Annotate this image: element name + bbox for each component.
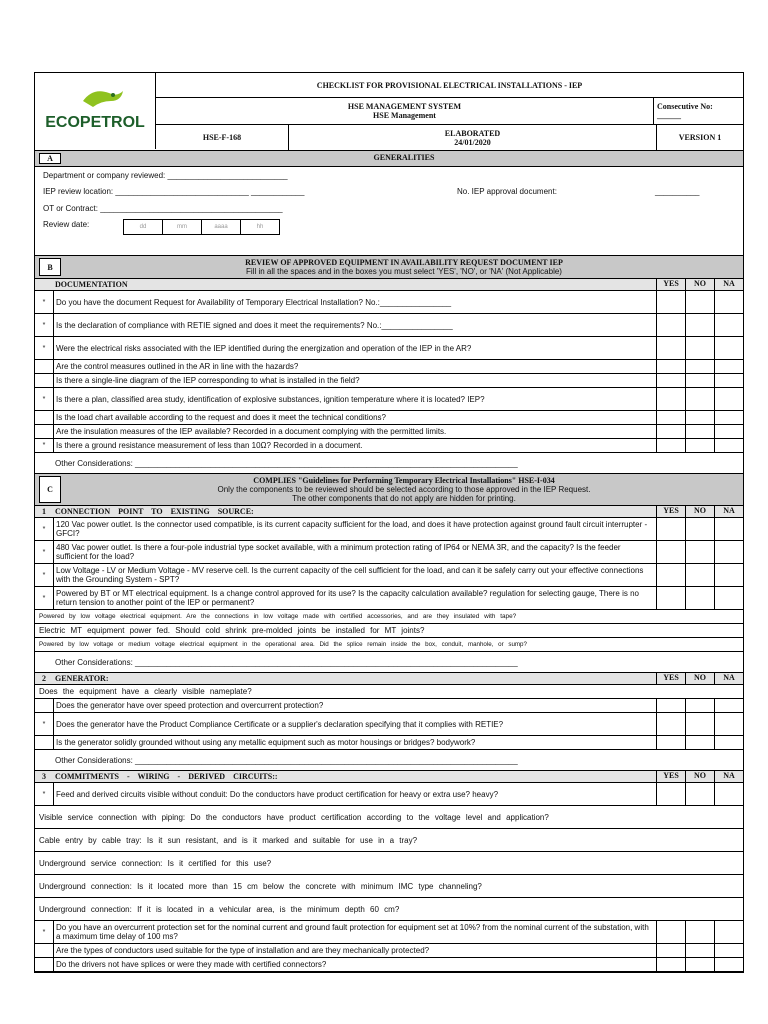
- required-marker: [35, 736, 54, 749]
- department-field[interactable]: Department or company reviewed: ___________________________: [43, 171, 288, 180]
- answer-box-no[interactable]: [686, 518, 715, 540]
- generator-rows: [35, 699, 743, 750]
- elaborated-label: ELABORATED: [444, 128, 501, 138]
- checklist-row: [35, 587, 743, 610]
- question-text: Does the generator have the Product Compliance Certificate or a supplier's declaration specifying that it complies with RETIE?: [54, 713, 657, 735]
- answer-box-no[interactable]: [686, 337, 715, 359]
- form-code: HSE-F-168: [156, 125, 289, 150]
- checklist-row: [35, 541, 743, 564]
- review-date-label: Review date:: [43, 220, 90, 229]
- required-marker: *: [35, 314, 54, 336]
- required-marker: *: [35, 337, 54, 359]
- col-no: NO: [686, 279, 715, 290]
- section-subtitle-2: The other components that do not apply are hidden for printing.: [292, 494, 516, 503]
- required-marker: [35, 374, 54, 387]
- answer-box-no[interactable]: [686, 374, 715, 387]
- question-text: Were the electrical risks associated with the IEP identified during the energization and operation of the IEP in the AR?: [54, 337, 657, 359]
- question-text: Feed and derived circuits visible without conduit: Do the conductors have product certification for heavy or extra use? heavy?: [54, 783, 657, 805]
- documentation-header: [35, 279, 743, 291]
- answer-box-no[interactable]: [686, 587, 715, 609]
- checklist-row: [35, 411, 743, 425]
- question-text: 120 Vac power outlet. Is the connector used compatible, is its current capacity sufficient for the load, and does it have protection against ground fault circuit interrupter - GFCI?: [54, 518, 657, 540]
- answer-box-yes[interactable]: [657, 360, 686, 373]
- group-number: 1: [42, 507, 46, 516]
- connection-point-header: [35, 506, 743, 518]
- location-field[interactable]: IEP review location: ______________________________ ____________: [43, 187, 305, 196]
- required-marker: [35, 425, 54, 438]
- col-yes: YES: [657, 673, 686, 684]
- question-text: Is there a plan, classified area study, identification of explosive substances, ignition temperature where it is located? IEP?: [54, 388, 657, 410]
- system-cell: [156, 98, 654, 124]
- answer-box-yes[interactable]: [657, 944, 686, 957]
- checklist-row: [35, 713, 743, 736]
- checklist-row: [35, 374, 743, 388]
- full-row: [35, 898, 743, 921]
- answer-box-no[interactable]: [686, 291, 715, 313]
- question-text: Are the types of conductors used suitable for the type of installation and are they mechanically protected?: [54, 944, 657, 957]
- answer-box-no[interactable]: [686, 713, 715, 735]
- required-marker: *: [35, 291, 54, 313]
- answer-box-no[interactable]: [686, 439, 715, 452]
- full-row-text[interactable]: Cable entry by cable tray: Is it sun resistant, and is it marked and suitable for use in a tray?: [39, 835, 418, 845]
- checklist-row: [35, 291, 743, 314]
- group-title: COMMITMENTS - WIRING - DERIVED CIRCUITS::: [53, 771, 657, 782]
- section-letter: B: [39, 258, 61, 276]
- full-row: [35, 806, 743, 829]
- required-marker: *: [35, 388, 54, 410]
- required-marker: [35, 360, 54, 373]
- group-number: 3: [42, 772, 46, 781]
- answer-box-no[interactable]: [686, 360, 715, 373]
- answer-box-yes[interactable]: [657, 518, 686, 540]
- required-marker: *: [35, 713, 54, 735]
- answer-box-na[interactable]: [715, 713, 743, 735]
- full-row-text[interactable]: Underground service connection: Is it certified for this use?: [39, 858, 272, 868]
- checklist-row: [35, 388, 743, 411]
- date-day[interactable]: dd: [124, 220, 163, 234]
- col-no: NO: [686, 771, 715, 782]
- date-month[interactable]: mm: [163, 220, 202, 234]
- answer-box-na[interactable]: [715, 425, 743, 438]
- logo-text: ECOPETROL: [45, 114, 145, 131]
- consecutive-value[interactable]: ______: [657, 111, 681, 120]
- full-row: [35, 852, 743, 875]
- wiring-full-rows: [35, 806, 743, 921]
- answer-box-yes[interactable]: [657, 439, 686, 452]
- form-version: VERSION 1: [678, 133, 722, 142]
- checklist-row: [35, 783, 743, 806]
- required-marker: *: [35, 921, 54, 943]
- iguana-logo-icon: [43, 83, 147, 139]
- answer-box-na[interactable]: [715, 587, 743, 609]
- required-marker: *: [35, 587, 54, 609]
- answer-box-no[interactable]: [686, 944, 715, 957]
- question-text: Is the generator solidly grounded without using any metallic equipment such as motor housings or bridges? bodywork?: [54, 736, 657, 749]
- answer-box-no[interactable]: [686, 736, 715, 749]
- approval-field[interactable]: __________: [655, 187, 700, 196]
- checklist-row: [35, 439, 743, 453]
- question-text: Do you have the document Request for Availability of Temporary Electrical Installation? No.:________________: [54, 291, 657, 313]
- group-number: 2: [42, 674, 46, 683]
- col-no: NO: [686, 673, 715, 684]
- answer-box-yes[interactable]: [657, 713, 686, 735]
- elaborated-date: 24/01/2020: [454, 137, 491, 147]
- section-title-text: REVIEW OF APPROVED EQUIPMENT IN AVAILABILITY REQUEST DOCUMENT IEP: [245, 258, 563, 267]
- answer-box-no[interactable]: [686, 541, 715, 563]
- full-row-text[interactable]: Visible service connection with piping: Do the conductors have product certification according to the voltage level and application?: [39, 812, 549, 822]
- section-letter: C: [39, 476, 61, 503]
- full-row: [35, 624, 743, 638]
- checklist-row: [35, 518, 743, 541]
- answer-box-yes[interactable]: [657, 587, 686, 609]
- col-title: DOCUMENTATION: [53, 279, 657, 290]
- connection-point-rows: [35, 518, 743, 610]
- answer-box-na[interactable]: [715, 360, 743, 373]
- section-subtitle-1: Only the components to be reviewed should be selected according to those approved in the IEP Request.: [217, 485, 591, 494]
- answer-box-na[interactable]: [715, 699, 743, 712]
- full-row-text[interactable]: Underground connection: If it is located in a vehicular area, is the minimum depth 60 cm?: [39, 904, 400, 914]
- answer-box-na[interactable]: [715, 388, 743, 410]
- wiring-header: [35, 771, 743, 783]
- full-row-text[interactable]: Underground connection: Is it located more than 15 cm below the concrete with minimum IMC type channeling?: [39, 881, 482, 891]
- answer-box-no[interactable]: [686, 564, 715, 586]
- management-name: HSE Management: [373, 111, 436, 120]
- full-row-text[interactable]: Electric MT equipment power fed. Should cold shrink pre-molded joints be installed for MT joints?: [39, 626, 425, 635]
- checklist-row: [35, 699, 743, 713]
- required-marker: *: [35, 518, 54, 540]
- required-marker: [35, 958, 54, 971]
- answer-box-no[interactable]: [686, 425, 715, 438]
- answer-box-na[interactable]: [715, 518, 743, 540]
- question-text: Do you have an overcurrent protection set for the nominal current and ground fault protection for equipment set at 10%? from the nominal current of the substation, with a maximum time delay of 100 ms?: [54, 921, 657, 943]
- date-hour[interactable]: hh: [256, 224, 264, 230]
- answer-box-no[interactable]: [686, 314, 715, 336]
- required-marker: *: [35, 541, 54, 563]
- question-text: Does the generator have over speed protection and overcurrent protection?: [54, 699, 657, 712]
- answer-box-yes[interactable]: [657, 374, 686, 387]
- answer-box-yes[interactable]: [657, 291, 686, 313]
- answer-box-na[interactable]: [715, 564, 743, 586]
- elaborated-cell: [289, 125, 657, 150]
- col-na: NA: [723, 506, 735, 515]
- full-row: [35, 875, 743, 898]
- answer-box-yes[interactable]: [657, 564, 686, 586]
- checklist-row: [35, 944, 743, 958]
- col-no: NO: [686, 506, 715, 517]
- question-text: Is the load chart available according to the request and does it meet the technical conditions?: [54, 411, 657, 424]
- answer-box-no[interactable]: [686, 388, 715, 410]
- question-text: Is there a single-line diagram of the IEP corresponding to what is installed in the field?: [54, 374, 657, 387]
- answer-box-no[interactable]: [686, 411, 715, 424]
- group-title: CONNECTION POINT TO EXISTING SOURCE:: [53, 506, 657, 517]
- answer-box-na[interactable]: [715, 291, 743, 313]
- full-row: [35, 610, 743, 624]
- checklist-row: [35, 425, 743, 439]
- generator-header: [35, 673, 743, 685]
- col-yes: YES: [657, 771, 686, 782]
- answer-box-yes[interactable]: [657, 411, 686, 424]
- section-letter: A: [39, 153, 61, 164]
- checklist-form: [34, 72, 744, 973]
- answer-box-yes[interactable]: [657, 783, 686, 805]
- question-text: Low Voltage - LV or Medium Voltage - MV reserve cell. Is the current capacity of the cell sufficient for the load, and can it be safely carry out your effective connections with the Grounding System - SPT?: [54, 564, 657, 586]
- system-name: HSE MANAGEMENT SYSTEM: [347, 102, 462, 111]
- col-yes: YES: [657, 506, 686, 517]
- question-text: Are the control measures outlined in the AR in line with the hazards?: [54, 360, 657, 373]
- answer-box-yes[interactable]: [657, 699, 686, 712]
- form-title: CHECKLIST FOR PROVISIONAL ELECTRICAL INSTALLATIONS - IEP: [316, 80, 583, 90]
- other-considerations-b[interactable]: Other Considerations: ______________________________________________________________________________________: [35, 453, 743, 474]
- question-text: Are the insulation measures of the IEP available? Recorded in a document complying with the permitted limits.: [54, 425, 657, 438]
- other-considerations-g2[interactable]: Other Considerations: ______________________________________________________________________________________: [35, 750, 743, 771]
- form-header: [35, 73, 743, 151]
- question-text: 480 Vac power outlet. Is there a four-pole industrial type socket available, with a minimum protection rating of IP64 or NEMA 3R, and the capacity? Is the feeder sufficient for the load?: [54, 541, 657, 563]
- answer-box-yes[interactable]: [657, 314, 686, 336]
- col-na: NA: [723, 279, 735, 288]
- answer-box-yes[interactable]: [657, 736, 686, 749]
- answer-box-yes[interactable]: [657, 425, 686, 438]
- answer-box-yes[interactable]: [657, 958, 686, 971]
- full-row: [35, 685, 743, 699]
- answer-box-na[interactable]: [715, 783, 743, 805]
- answer-box-na[interactable]: [715, 411, 743, 424]
- col-yes: YES: [657, 279, 686, 290]
- answer-box-na[interactable]: [715, 541, 743, 563]
- consecutive-label: Consecutive No:: [657, 102, 713, 111]
- answer-box-na[interactable]: [715, 944, 743, 957]
- question-text: Do the drivers not have splices or were they made with certified connectors?: [54, 958, 657, 971]
- ecopetrol-logo: [35, 73, 156, 149]
- col-na: NA: [723, 673, 735, 682]
- full-row-text[interactable]: Powered by low voltage or medium voltage electrical equipment in the operational area. Did the splice remain inside the box, conduit, manhole, or sump?: [39, 641, 527, 648]
- other-considerations-g1[interactable]: Other Considerations: ______________________________________________________________________________________: [35, 652, 743, 673]
- answer-box-na[interactable]: [715, 921, 743, 943]
- full-row: [35, 638, 743, 652]
- checklist-row: [35, 736, 743, 750]
- answer-box-yes[interactable]: [657, 337, 686, 359]
- section-title: [65, 256, 743, 278]
- approval-label: No. IEP approval document:: [457, 187, 557, 196]
- answer-box-na[interactable]: [715, 736, 743, 749]
- col-na: NA: [723, 771, 735, 780]
- required-marker: [35, 699, 54, 712]
- answer-box-yes[interactable]: [657, 921, 686, 943]
- review-date-boxes: [123, 219, 280, 235]
- documentation-rows: [35, 291, 743, 453]
- checklist-row: [35, 958, 743, 972]
- full-row-text[interactable]: Powered by low voltage electrical equipment. Are the connections in low voltage made with certified accessories, and are they insulated with tape?: [39, 613, 517, 620]
- answer-box-na[interactable]: [715, 337, 743, 359]
- answer-box-no[interactable]: [686, 921, 715, 943]
- section-b-header: [35, 256, 743, 279]
- checklist-row: [35, 360, 743, 374]
- checklist-row: [35, 921, 743, 944]
- section-c-header: [35, 474, 743, 506]
- ot-field[interactable]: OT or Contract: _________________________________________: [43, 204, 283, 213]
- checklist-row: [35, 564, 743, 587]
- generalities-block: [35, 167, 743, 256]
- checklist-row: [35, 337, 743, 360]
- checklist-row: [35, 314, 743, 337]
- group-title: GENERATOR:: [53, 673, 657, 684]
- required-marker: [35, 944, 54, 957]
- answer-box-na[interactable]: [715, 439, 743, 452]
- date-year[interactable]: aaaa: [202, 220, 241, 234]
- full-row: [35, 829, 743, 852]
- required-marker: *: [35, 439, 54, 452]
- required-marker: *: [35, 564, 54, 586]
- answer-box-no[interactable]: [686, 699, 715, 712]
- answer-box-yes[interactable]: [657, 541, 686, 563]
- question-text: Powered by BT or MT electrical equipment. Is a change control approved for its use? Is the capacity calculation available? regulation for selecting gauge, There is no return tension to another point of the IEP or permanent?: [54, 587, 657, 609]
- wiring-rows: [35, 921, 743, 972]
- answer-box-na[interactable]: [715, 374, 743, 387]
- consecutive-cell: [654, 98, 743, 124]
- answer-box-no[interactable]: [686, 783, 715, 805]
- section-subtitle: Fill in all the spaces and in the boxes you must select 'YES', 'NO', or 'NA' (Not Applicable): [246, 267, 562, 276]
- section-title: GENERALITIES: [373, 153, 435, 162]
- required-marker: *: [35, 783, 54, 805]
- answer-box-na[interactable]: [715, 958, 743, 971]
- full-row-text[interactable]: Does the equipment have a clearly visible nameplate?: [39, 687, 252, 696]
- wiring-row-first: [35, 783, 743, 806]
- answer-box-no[interactable]: [686, 958, 715, 971]
- question-text: Is there a ground resistance measurement of less than 10Ω? Recorded in a document.: [54, 439, 657, 452]
- section-a-header: [35, 151, 743, 167]
- section-title: [65, 474, 743, 505]
- question-text: Is the declaration of compliance with RETIE signed and does it meet the requirements? No.:________________: [54, 314, 657, 336]
- answer-box-yes[interactable]: [657, 388, 686, 410]
- answer-box-na[interactable]: [715, 314, 743, 336]
- required-marker: [35, 411, 54, 424]
- section-title-text: COMPLIES "Guidelines for Performing Temporary Electrical Installations" HSE-I-034: [253, 476, 555, 485]
